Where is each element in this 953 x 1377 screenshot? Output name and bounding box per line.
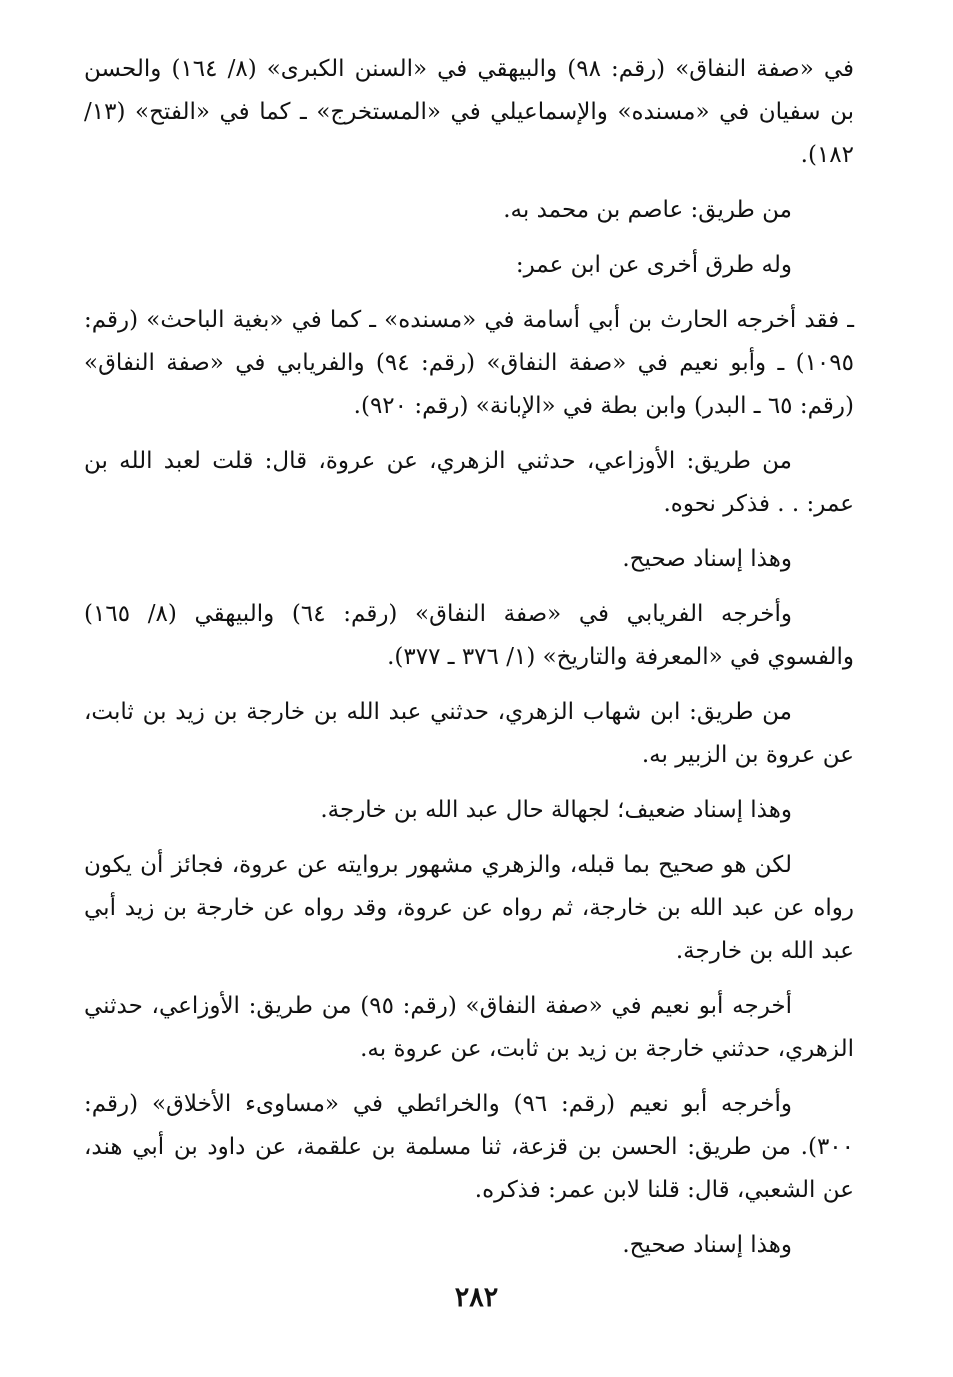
page-body [84,48,854,1279]
paragraph-4: ـ فقد أخرجه الحارث بن أبي أسامة في «مسنده» ـ كما في «بغية الباحث» (رقم: ١٠٩٥) ـ وأبو نعيم في «صفة النفاق» (رقم: ٩٤) والفريابي في «صفة النفاق» (رقم: ٦٥ ـ البدر) وابن بطة في «الإبانة» (رقم: ٩٢٠). [84,307,854,419]
paragraph-3: وله طرق أخرى عن ابن عمر: [515,252,792,278]
page-number: ٢٨٢ [454,1282,499,1313]
paragraph-13: وهذا إسناد صحيح. [622,1232,792,1258]
paragraph-6: وهذا إسناد صحيح. [622,546,792,572]
paragraph-5: من طريق: الأوزاعي، حدثني الزهري، عن عروة، قال: قلت لعبد الله بن عمر: . . فذكر نحوه. [84,448,854,517]
paragraph-11: أخرجه أبو نعيم في «صفة النفاق» (رقم: ٩٥) من طريق: الأوزاعي، حدثني الزهري، حدثني خارجة بن زيد بن ثابت، عن عروة به. [84,993,854,1062]
paragraph-12: وأخرجه أبو نعيم (رقم: ٩٦) والخرائطي في «مساوىء الأخلاق» (رقم: ٣٠٠). من طريق: الحسن بن قزعة، ثنا مسلمة بن علقمة، عن داود بن أبي هند، عن الشعبي، قال: قلنا لابن عمر: فذكره. [84,1091,854,1203]
paragraph-9: وهذا إسناد ضعيف؛ لجهالة حال عبد الله بن خارجة. [320,797,792,823]
paragraph-8: من طريق: ابن شهاب الزهري، حدثني عبد الله بن خارجة بن زيد بن ثابت، عن عروة بن الزبير به. [84,699,854,768]
paragraph-1: في «صفة النفاق» (رقم: ٩٨) والبيهقي في «السنن الكبرى» (٨/ ١٦٤) والحسن بن سفيان في «مسنده» والإسماعيلي في «المستخرج» ـ كما في «الفتح» (١٣/ ١٨٢). [84,56,854,168]
paragraph-2: من طريق: عاصم بن محمد به. [503,197,792,223]
paragraph-7: وأخرجه الفريابي في «صفة النفاق» (رقم: ٦٤) والبيهقي (٨/ ١٦٥) والفسوي في «المعرفة والتاريخ» (١/ ٣٧٦ ـ ٣٧٧). [84,601,854,670]
paragraph-10: لكن هو صحيح بما قبله، والزهري مشهور بروايته عن عروة، فجائز أن يكون رواه عن عبد الله بن خارجة، ثم رواه عن عروة، وقد رواه عن خارجة بن زيد أبي عبد الله بن خارجة. [84,852,854,964]
